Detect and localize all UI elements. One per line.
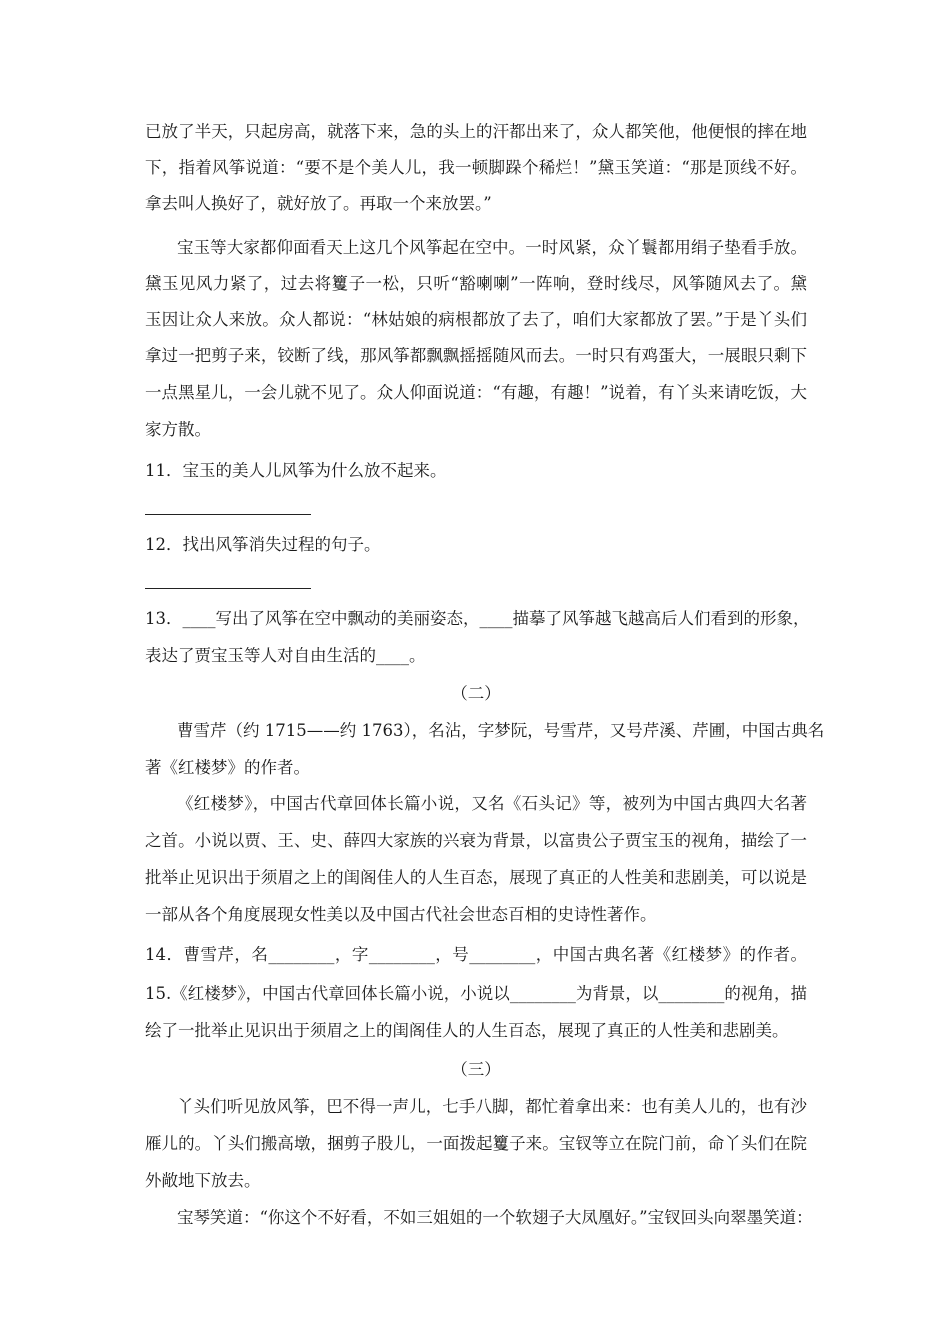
passage1-line-6: 玉因让众人来放。众人都说：“林姑娘的病根都放了去了，咱们大家都放了罢。”于是丫头们 [145,310,807,329]
question-15-line-2: 绘了一批举止见识出于须眉之上的闺阁佳人的人生百态，展现了真正的人性美和悲剧美。 [145,1021,789,1040]
passage1-line-1: 已放了半天，只起房高，就落下来，急的头上的汗都出来了，众人都笑他，他便恨的摔在地 [145,122,807,141]
section2-line-3: 《红楼梦》，中国古代章回体长篇小说，又名《石头记》等，被列为中国古典四大名著 [177,794,807,813]
question-13-line-2: 表达了贾宝玉等人对自由生活的____。 [145,646,426,665]
question-14: 14．曹雪芹，名________，字________，号________，中国古典名著《红楼梦》的作者。 [145,945,807,964]
section-2-heading: （二） [451,684,501,703]
section2-line-6: 一部从各个角度展现女性美以及中国古代社会世态百相的史诗性著作。 [145,905,657,924]
passage1-line-4: 宝玉等大家都仰面看天上这几个风筝起在空中。一时风紧，众丫鬟都用绢子垫看手放。 [177,238,807,257]
answer-line-12[interactable] [145,588,311,589]
section3-line-1: 丫头们听见放风筝，巴不得一声儿，七手八脚，都忙着拿出来：也有美人儿的，也有沙 [177,1097,807,1116]
section2-line-5: 批举止见识出于须眉之上的闺阁佳人的人生百态，展现了真正的人性美和悲剧美，可以说是 [145,868,807,887]
question-11: 11．宝玉的美人儿风筝为什么放不起来。 [145,461,447,480]
section2-line-4: 之首。小说以贾、王、史、薛四大家族的兴衰为背景，以富贵公子贾宝玉的视角，描绘了一 [145,831,807,850]
section2-line-1: 曹雪芹（约 1715——约 1763），名沾，字梦阮，号雪芹，又号芹溪、芹圃，中国古典名 [177,721,825,740]
passage1-line-8: 一点黑星儿，一会儿就不见了。众人仰面说道：“有趣，有趣！”说着，有丫头来请吃饭，大 [145,383,807,402]
passage1-line-3: 拿去叫人换好了，就好放了。再取一个来放罢。” [145,194,492,213]
passage1-line-2: 下，指着风筝说道：“要不是个美人儿，我一顿脚跺个稀烂！”黛玉笑道：“那是顶线不好。 [145,158,807,177]
section3-line-2: 雁儿的。丫头们搬高墩，捆剪子股儿，一面拨起籰子来。宝钗等立在院门前，命丫头们在院 [145,1134,807,1153]
question-15-line-1: 15.《红楼梦》，中国古代章回体长篇小说，小说以________为背景，以________的视角，描 [145,984,807,1003]
section2-line-2: 著《红楼梦》的作者。 [145,758,310,777]
section-3-heading: （三） [451,1060,501,1079]
passage1-line-9: 家方散。 [145,420,211,439]
question-12: 12．找出风筝消失过程的句子。 [145,535,381,554]
question-13-line-1: 13．____写出了风筝在空中飘动的美丽姿态，____描摹了风筝越飞越高后人们看到的形象， [145,609,810,628]
section3-line-4: 宝琴笑道：“你这个不好看，不如三姐姐的一个软翅子大凤凰好。”宝钗回头向翠墨笑道： [177,1208,813,1227]
section3-line-3: 外敞地下放去。 [145,1171,261,1190]
answer-line-11[interactable] [145,514,311,515]
passage1-line-7: 拿过一把剪子来，铰断了线，那风筝都飘飘摇摇随风而去。一时只有鸡蛋大，一展眼只剩下 [145,346,807,365]
passage1-line-5: 黛玉见风力紧了，过去将籰子一松，只听“豁喇喇”一阵响，登时线尽，风筝随风去了。黛 [145,274,807,293]
